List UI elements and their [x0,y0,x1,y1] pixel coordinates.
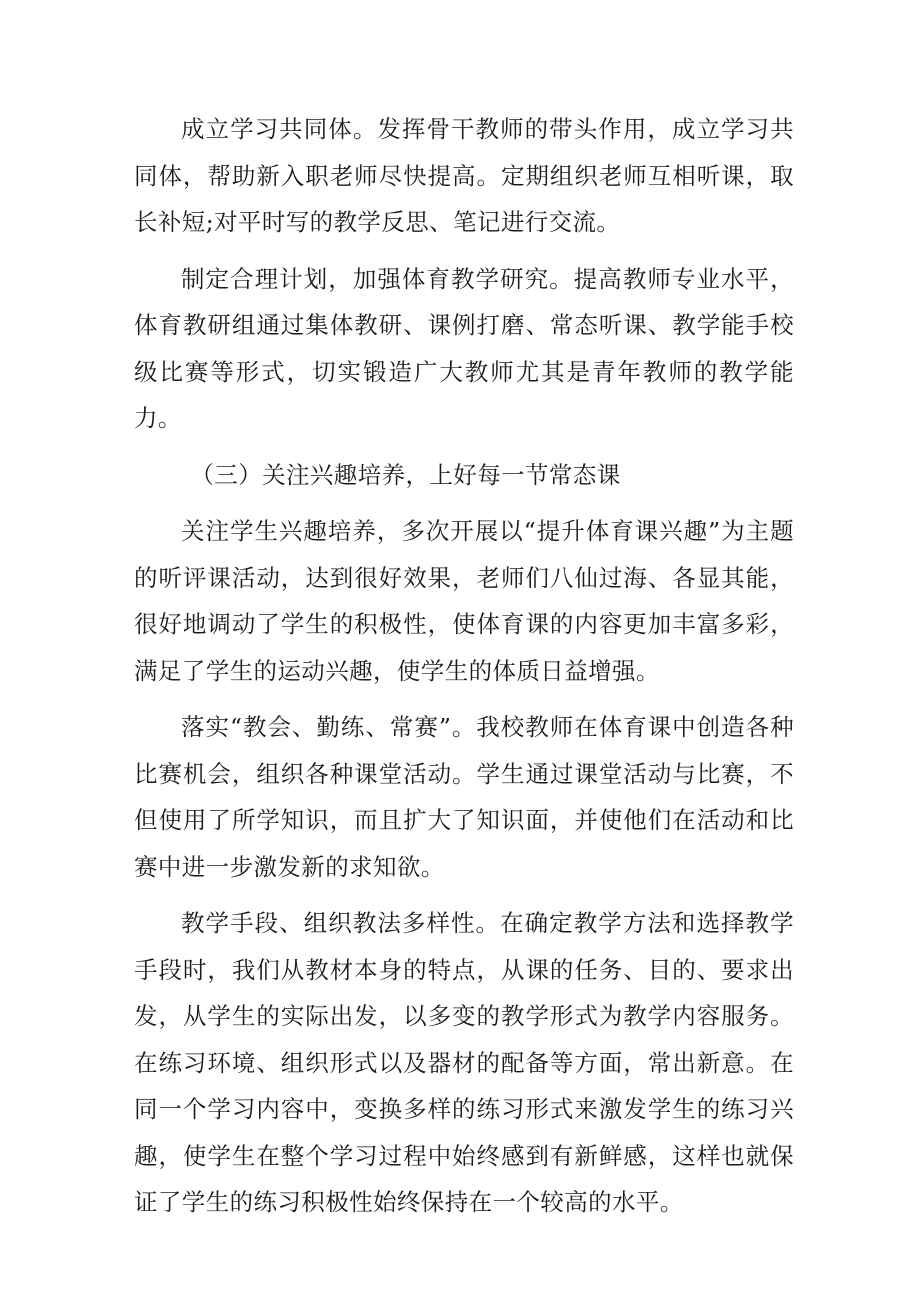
section-heading-interest: （三）关注兴趣培养，上好每一节常态课 [190,460,621,489]
paragraph-learning-community: 成立学习共同体。发挥骨干教师的带头作用，成立学习共同体，帮助新入职老师尽快提高。定期组织老师互相听课，取长补短;对平时写的教学反思、笔记进行交流。 [134,115,794,236]
paragraph-teach-practice-compete: 落实“教会、勤练、常赛”。我校教师在体育课中创造各种比赛机会，组织各种课堂活动。学生通过课堂活动与比赛，不但使用了所学知识，而且扩大了知识面，并使他们在活动和比赛中进一步激发新的求知欲。 [134,713,794,881]
paragraph-interest-cultivation: 关注学生兴趣培养，多次开展以“提升体育课兴趣”为主题的听评课活动，达到很好效果，老师们八仙过海、各显其能，很好地调动了学生的积极性，使体育课的内容更加丰富多彩，满足了学生的运动兴趣，使学生的体质日益增强。 [134,517,794,685]
paragraph-teaching-research: 制定合理计划，加强体育教学研究。提高教师专业水平，体育教研组通过集体教研、课例打磨、常态听课、教学能手校级比赛等形式，切实锻造广大教师尤其是青年教师的教学能力。 [134,264,794,432]
document-body [134,106,794,1236]
paragraph-teaching-diversity: 教学手段、组织教法多样性。在确定教学方法和选择教学手段时，我们从教材本身的特点，从课的任务、目的、要求出发，从学生的实际出发，以多变的教学形式为教学内容服务。在练习环境、组织形式以及器材的配备等方面，常出新意。在同一个学习内容中，变换多样的练习形式来激发学生的练习兴趣，使学生在整个学习过程中始终感到有新鲜感，这样也就保证了学生的练习积极性始终保持在一个较高的水平。 [134,909,794,1216]
